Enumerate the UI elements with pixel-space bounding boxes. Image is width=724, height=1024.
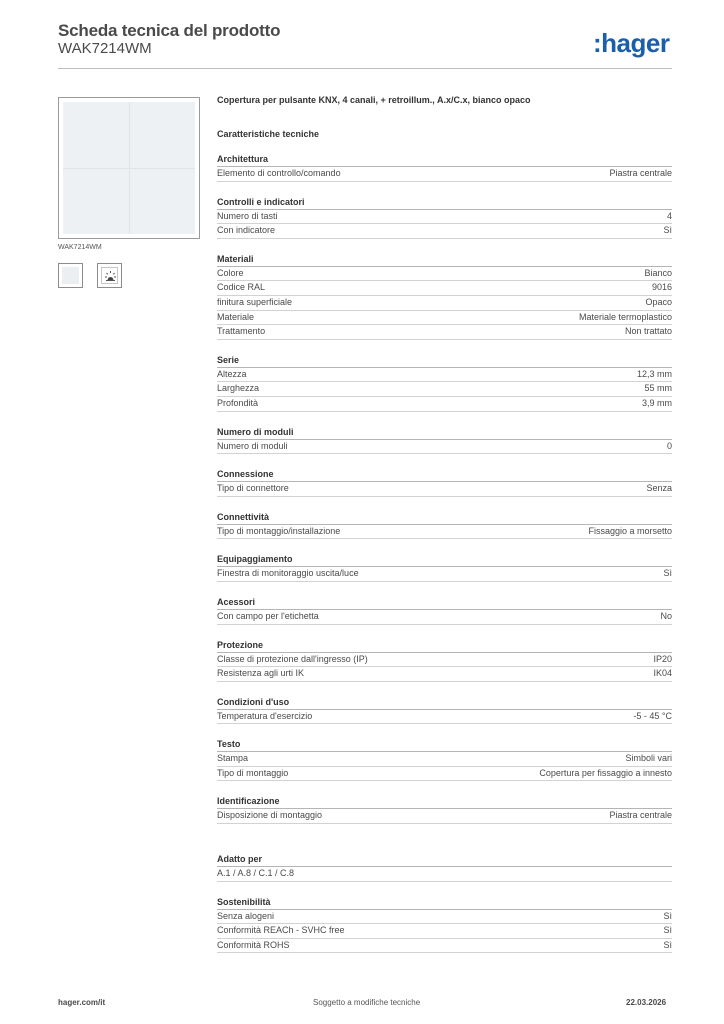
spec-row bbox=[217, 939, 672, 954]
spec-label: Temperatura d'esercizio bbox=[217, 710, 313, 721]
spec-row bbox=[217, 710, 672, 725]
spec-value: Sì bbox=[663, 925, 672, 936]
spec-label: Con campo per l'etichetta bbox=[217, 610, 319, 621]
thumbnail-light-icon[interactable] bbox=[97, 263, 122, 288]
spec-label: Conformità ROHS bbox=[217, 939, 290, 950]
spec-row bbox=[217, 667, 672, 682]
spec-sections-after bbox=[217, 853, 672, 953]
spec-content bbox=[217, 95, 672, 953]
section-title: Numero di moduli bbox=[217, 426, 672, 440]
spec-section bbox=[217, 426, 672, 455]
spec-label: Materiale bbox=[217, 311, 255, 322]
spec-row bbox=[217, 752, 672, 767]
spec-label: Tipo di connettore bbox=[217, 483, 289, 494]
spec-value: Materiale termoplastico bbox=[578, 311, 672, 322]
spec-row bbox=[217, 440, 672, 455]
spec-row bbox=[217, 167, 672, 182]
section-title: Condizioni d'uso bbox=[217, 696, 672, 710]
section-title: Testo bbox=[217, 738, 672, 752]
page-title: Scheda tecnica del prodotto bbox=[58, 21, 281, 40]
spec-row bbox=[217, 210, 672, 225]
spec-section bbox=[217, 153, 672, 182]
spec-label: Disposizione di montaggio bbox=[217, 810, 323, 821]
spec-row bbox=[217, 325, 672, 340]
spec-value: Simboli vari bbox=[625, 753, 672, 764]
spec-section bbox=[217, 639, 672, 682]
section-title: Materiali bbox=[217, 253, 672, 267]
spec-label: Senza alogeni bbox=[217, 910, 275, 921]
spec-label: Larghezza bbox=[217, 383, 260, 394]
footer-website[interactable]: hager.com/it bbox=[58, 998, 106, 1007]
section-title: Acessori bbox=[217, 596, 672, 610]
spec-row bbox=[217, 653, 672, 668]
spec-label: Altezza bbox=[217, 368, 247, 379]
spec-label: Finestra di monitoraggio uscita/luce bbox=[217, 568, 359, 579]
spec-label: Profondità bbox=[217, 397, 259, 408]
spec-value: Sì bbox=[663, 568, 672, 579]
spec-section bbox=[217, 738, 672, 781]
spec-row bbox=[217, 397, 672, 412]
spec-value: Bianco bbox=[644, 267, 672, 278]
section-title: Controlli e indicatori bbox=[217, 196, 672, 210]
section-title: Connessione bbox=[217, 468, 672, 482]
spec-section bbox=[217, 196, 672, 239]
spec-value: 0 bbox=[666, 440, 672, 451]
spec-row bbox=[217, 567, 672, 582]
spec-section bbox=[217, 553, 672, 582]
spec-label: Stampa bbox=[217, 753, 249, 764]
section-title: Equipaggiamento bbox=[217, 553, 672, 567]
spec-label: Elemento di controllo/comando bbox=[217, 168, 341, 178]
spec-row bbox=[217, 809, 672, 824]
spec-row bbox=[217, 525, 672, 540]
spec-value: Sì bbox=[663, 939, 672, 950]
spec-value: Sì bbox=[663, 225, 672, 236]
thumbnail-product[interactable] bbox=[58, 263, 83, 288]
spec-value: 12,3 mm bbox=[636, 368, 672, 379]
product-description: Copertura per pulsante KNX, 4 canali, + retroillum., A.x/C.x, bianco opaco bbox=[217, 95, 531, 105]
spec-section bbox=[217, 896, 672, 954]
spec-label: A.1 / A.8 / C.1 / C.8 bbox=[217, 868, 295, 879]
product-code: WAK7214WM bbox=[58, 40, 152, 57]
spec-section bbox=[217, 468, 672, 497]
header-divider bbox=[58, 68, 672, 69]
spec-label: Colore bbox=[217, 267, 244, 278]
spec-section bbox=[217, 596, 672, 625]
spec-row bbox=[217, 382, 672, 397]
spec-label: Trattamento bbox=[217, 326, 266, 337]
spec-row bbox=[217, 867, 672, 882]
spec-section bbox=[217, 354, 672, 412]
section-title: Identificazione bbox=[217, 795, 672, 809]
footer-date: 22.03.2026 bbox=[626, 998, 667, 1007]
spec-row bbox=[217, 281, 672, 296]
product-image[interactable] bbox=[58, 97, 200, 239]
spec-section bbox=[217, 511, 672, 540]
spec-row bbox=[217, 224, 672, 239]
section-title: Serie bbox=[217, 354, 672, 368]
spec-value: Fissaggio a morsetto bbox=[588, 525, 672, 536]
section-title: Architettura bbox=[217, 153, 672, 167]
spec-value: 9016 bbox=[651, 282, 672, 293]
spec-value: -5 - 45 °C bbox=[633, 710, 672, 721]
spec-section bbox=[217, 795, 672, 824]
spec-value: Opaco bbox=[645, 296, 672, 307]
spec-value: Senza bbox=[646, 483, 672, 494]
section-title: Adatto per bbox=[217, 853, 672, 867]
spec-label: Numero di tasti bbox=[217, 210, 278, 221]
spec-row bbox=[217, 482, 672, 497]
spec-value: Sì bbox=[663, 910, 672, 921]
spec-row bbox=[217, 910, 672, 925]
spec-sections bbox=[217, 153, 672, 824]
spec-value: IK04 bbox=[653, 668, 672, 679]
spec-value: 55 mm bbox=[644, 383, 672, 394]
spec-value: No bbox=[660, 610, 672, 621]
spec-value: Non trattato bbox=[624, 326, 672, 337]
image-caption: WAK7214WM bbox=[58, 244, 102, 251]
spec-label: Codice RAL bbox=[217, 282, 266, 293]
spec-label: Tipo di montaggio bbox=[217, 767, 289, 778]
spec-row bbox=[217, 368, 672, 383]
section-title: Sostenibilità bbox=[217, 896, 672, 910]
spec-label: Tipo di montaggio/installazione bbox=[217, 525, 341, 536]
spec-row bbox=[217, 610, 672, 625]
tech-title: Caratteristiche tecniche bbox=[217, 129, 320, 139]
spec-value: Piastra centrale bbox=[609, 810, 672, 821]
spec-value: 3,9 mm bbox=[641, 397, 672, 408]
spec-label: Conformità REACh - SVHC free bbox=[217, 925, 345, 936]
spec-row bbox=[217, 767, 672, 782]
footer-notice: Soggetto a modifiche tecniche bbox=[313, 998, 421, 1007]
spec-label: Numero di moduli bbox=[217, 440, 288, 451]
section-title: Protezione bbox=[217, 639, 672, 653]
spec-section bbox=[217, 253, 672, 340]
spec-label: finitura superficiale bbox=[217, 296, 293, 307]
spec-row bbox=[217, 311, 672, 326]
spec-label: Con indicatore bbox=[217, 225, 276, 236]
spec-value: 4 bbox=[666, 210, 672, 221]
spec-label: Resistenza agli urti IK bbox=[217, 668, 305, 679]
spec-row bbox=[217, 296, 672, 311]
spec-row bbox=[217, 924, 672, 939]
spec-section bbox=[217, 696, 672, 725]
spec-row bbox=[217, 267, 672, 282]
section-title: Connettività bbox=[217, 511, 672, 525]
spec-value: Copertura per fissaggio a innesto bbox=[539, 767, 672, 778]
spec-value: Piastra centrale bbox=[609, 168, 672, 178]
spec-value: IP20 bbox=[653, 653, 672, 664]
hager-logo[interactable]: :hager bbox=[593, 28, 670, 58]
spec-label: Classe di protezione dall'ingresso (IP) bbox=[217, 653, 368, 664]
spec-section bbox=[217, 853, 672, 882]
